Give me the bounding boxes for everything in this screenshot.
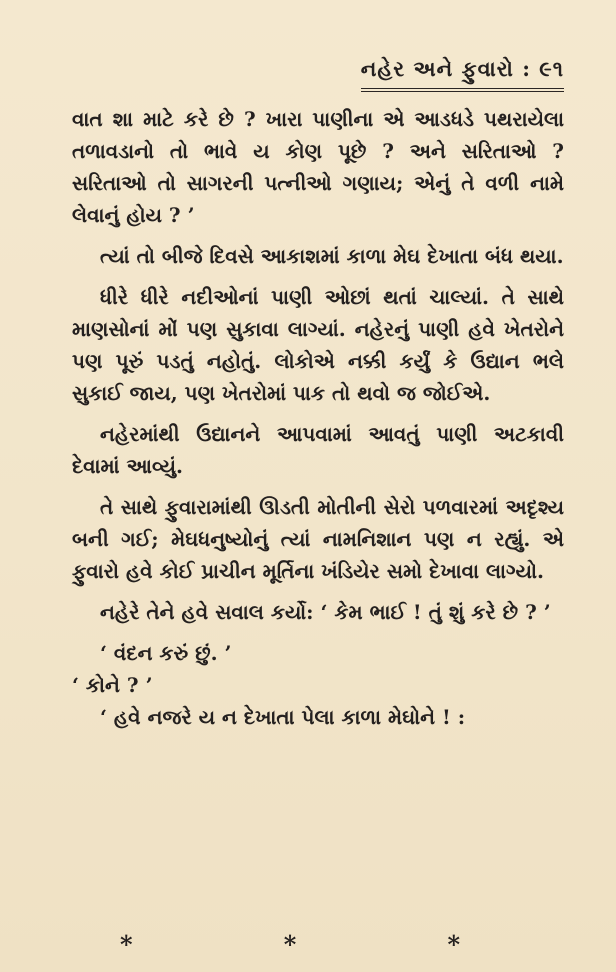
ornament-star-1: *	[120, 930, 133, 959]
paragraph-6: નહેરે તેને હવે સવાલ કર્યો: ‘ કેમ ભાઈ ! તું શું કરે છે ? ’	[100, 600, 551, 624]
dialogue-line-1: ‘ વંદન કરું છું. ’	[100, 641, 232, 665]
ornament-star-2: *	[283, 930, 297, 959]
dialogue-line-2: ‘ કોને ? ’	[72, 673, 153, 697]
paragraph-1: વાત શા માટે કરે છે ? ખારા પાણીના એ આડધડે પથરાયેલા તળાવડાનો તો ભાવે ય કોણ પૂછે ? અને સરિતાઓ ? સરિતાઓ તો સાગરની પત્નીઓ ગણાય; એનું તે વળી નામે લેવાનું હોય ? ’	[72, 107, 564, 227]
paragraph-3: ધીરે ધીરે નદીઓનાં પાણી ઓછાં થતાં ચાલ્યાં. તે સાથે માણસોનાં મોં પણ સુકાવા લાગ્યાં. નહેરનું પાણી હવે ખેતરોને પણ પૂરું પડતું નહોતું. લોકોએ નક્કી કર્યું કે ઉદ્યાન ભલે સુકાઈ જાય, પણ ખેતરોમાં પાક તો થવો જ જોઈએ.	[72, 285, 564, 405]
dialogue-block	[72, 637, 564, 733]
dialogue-line-3: ‘ હવે નજરે ય ન દેખાતા પેલા કાળા મેઘોને ! :	[100, 705, 466, 729]
running-head: નહેર અને ફુવારો : ૯૧	[361, 56, 564, 89]
ornament-star-3: *	[447, 930, 460, 959]
body-text	[72, 103, 564, 733]
section-ornaments	[120, 930, 460, 959]
paragraph-5: તે સાથે ફુવારામાંથી ઊડતી મોતીની સેરો પળવારમાં અદૃશ્ય બની ગઈ; મેઘધનુષ્યોનું ત્યાં નામનિશાન પણ ન રહ્યું. એ ફુવારો હવે કોઈ પ્રાચીન મૂર્તિના ખંડિયેર સમો દેખાવા લાગ્યો.	[72, 495, 564, 583]
paragraph-4: નહેરમાંથી ઉદ્યાનને આપવામાં આવતું પાણી અટકાવી દેવામાં આવ્યું.	[72, 422, 564, 478]
paragraph-2: ત્યાં તો બીજે દિવસે આકાશમાં કાળા મેઘ દેખાતા બંધ થયા.	[100, 244, 564, 268]
